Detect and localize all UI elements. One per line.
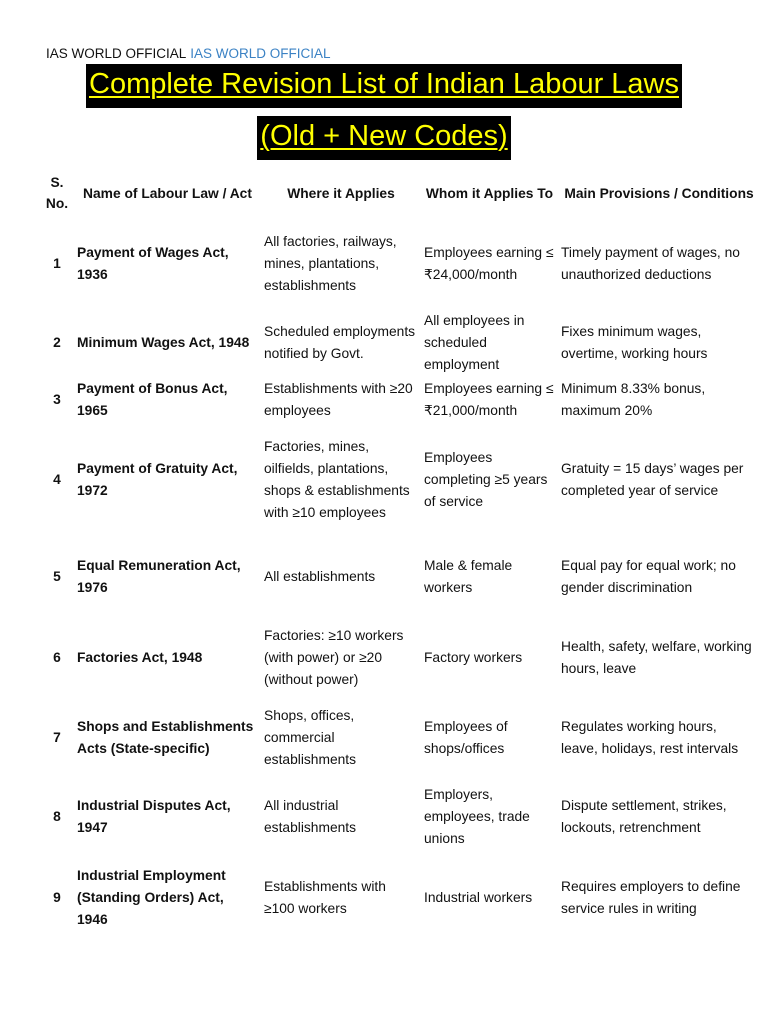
row-where: All factories, railways, mines, plantations, establishments: [264, 234, 397, 293]
row-sno: 6: [53, 650, 61, 665]
row-where: Establishments with ≥20 employees: [264, 381, 413, 418]
table-row: [40, 538, 760, 616]
column-header-whom: Whom it Applies To: [425, 185, 554, 201]
row-provisions: Timely payment of wages, no unauthorized deductions: [561, 245, 740, 282]
row-law-name: Payment of Gratuity Act, 1972: [77, 461, 238, 498]
row-law-name: Minimum Wages Act, 1948: [77, 335, 250, 350]
column-header-name: Name of Labour Law / Act: [83, 185, 252, 201]
table-row: [40, 308, 760, 378]
row-whom: Employees of shops/offices: [424, 719, 508, 756]
row-where: Factories: ≥10 workers (with power) or ≥20 (without power): [264, 628, 404, 687]
brand-link[interactable]: IAS WORLD OFFICIAL: [190, 46, 331, 61]
table-row: [40, 776, 760, 858]
row-whom: Employees earning ≤ ₹24,000/month: [424, 245, 554, 282]
row-where: Scheduled employments notified by Govt.: [264, 324, 416, 361]
row-law-name: Factories Act, 1948: [77, 650, 203, 665]
row-provisions: Dispute settlement, strikes, lockouts, retrenchment: [561, 798, 727, 835]
row-where: All establishments: [264, 569, 376, 584]
row-whom: Industrial workers: [424, 890, 533, 905]
row-where: Factories, mines, oilfields, plantations, shops & establishments with ≥10 employees: [264, 439, 410, 520]
row-provisions: Minimum 8.33% bonus, maximum 20%: [561, 381, 706, 418]
column-header-sno: S. No.: [45, 175, 69, 211]
row-whom: Male & female workers: [424, 558, 513, 595]
row-provisions: Regulates working hours, leave, holidays, rest intervals: [561, 719, 739, 756]
table-header-row: [40, 166, 760, 220]
row-where: Establishments with ≥100 workers: [264, 879, 386, 916]
row-law-name: Shops and Establishments Acts (State-specific): [77, 719, 254, 756]
row-sno: 1: [53, 256, 61, 271]
table-row: [40, 378, 760, 422]
title-line-2: (Old + New Codes): [257, 116, 510, 160]
table-row: [40, 858, 760, 938]
row-sno: 7: [53, 730, 61, 745]
title-line-1: Complete Revision List of Indian Labour Laws: [86, 64, 682, 108]
row-sno: 8: [53, 809, 61, 824]
brand-text: IAS WORLD OFFICIAL: [46, 46, 187, 61]
labour-laws-table: [40, 166, 760, 938]
row-law-name: Payment of Wages Act, 1936: [77, 245, 229, 282]
table-row: [40, 220, 760, 308]
row-whom: Employers, employees, trade unions: [424, 787, 530, 846]
row-provisions: Fixes minimum wages, overtime, working hours: [561, 324, 708, 361]
row-where: All industrial establishments: [264, 798, 357, 835]
row-whom: Employees earning ≤ ₹21,000/month: [424, 381, 554, 418]
row-provisions: Gratuity = 15 days’ wages per completed year of service: [561, 461, 744, 498]
table-row: [40, 422, 760, 538]
row-sno: 9: [53, 890, 61, 905]
document-title: [0, 64, 768, 160]
row-law-name: Payment of Bonus Act, 1965: [77, 381, 228, 418]
table-row: [40, 700, 760, 776]
row-sno: 2: [53, 335, 61, 350]
row-law-name: Industrial Employment (Standing Orders) Act, 1946: [77, 868, 226, 927]
column-header-provisions: Main Provisions / Conditions: [564, 185, 754, 201]
row-provisions: Requires employers to define service rules in writing: [561, 879, 741, 916]
row-provisions: Health, safety, welfare, working hours, leave: [561, 639, 752, 676]
row-whom: Factory workers: [424, 650, 523, 665]
row-provisions: Equal pay for equal work; no gender discrimination: [561, 558, 736, 595]
table-row: [40, 616, 760, 700]
row-sno: 5: [53, 569, 61, 584]
row-where: Shops, offices, commercial establishments: [264, 708, 357, 767]
row-whom: All employees in scheduled employment: [424, 313, 525, 372]
row-law-name: Industrial Disputes Act, 1947: [77, 798, 231, 835]
column-header-where: Where it Applies: [287, 185, 395, 201]
document-header: [46, 46, 331, 61]
row-whom: Employees completing ≥5 years of service: [424, 450, 548, 509]
row-sno: 4: [53, 472, 61, 487]
row-law-name: Equal Remuneration Act, 1976: [77, 558, 241, 595]
row-sno: 3: [53, 392, 61, 407]
